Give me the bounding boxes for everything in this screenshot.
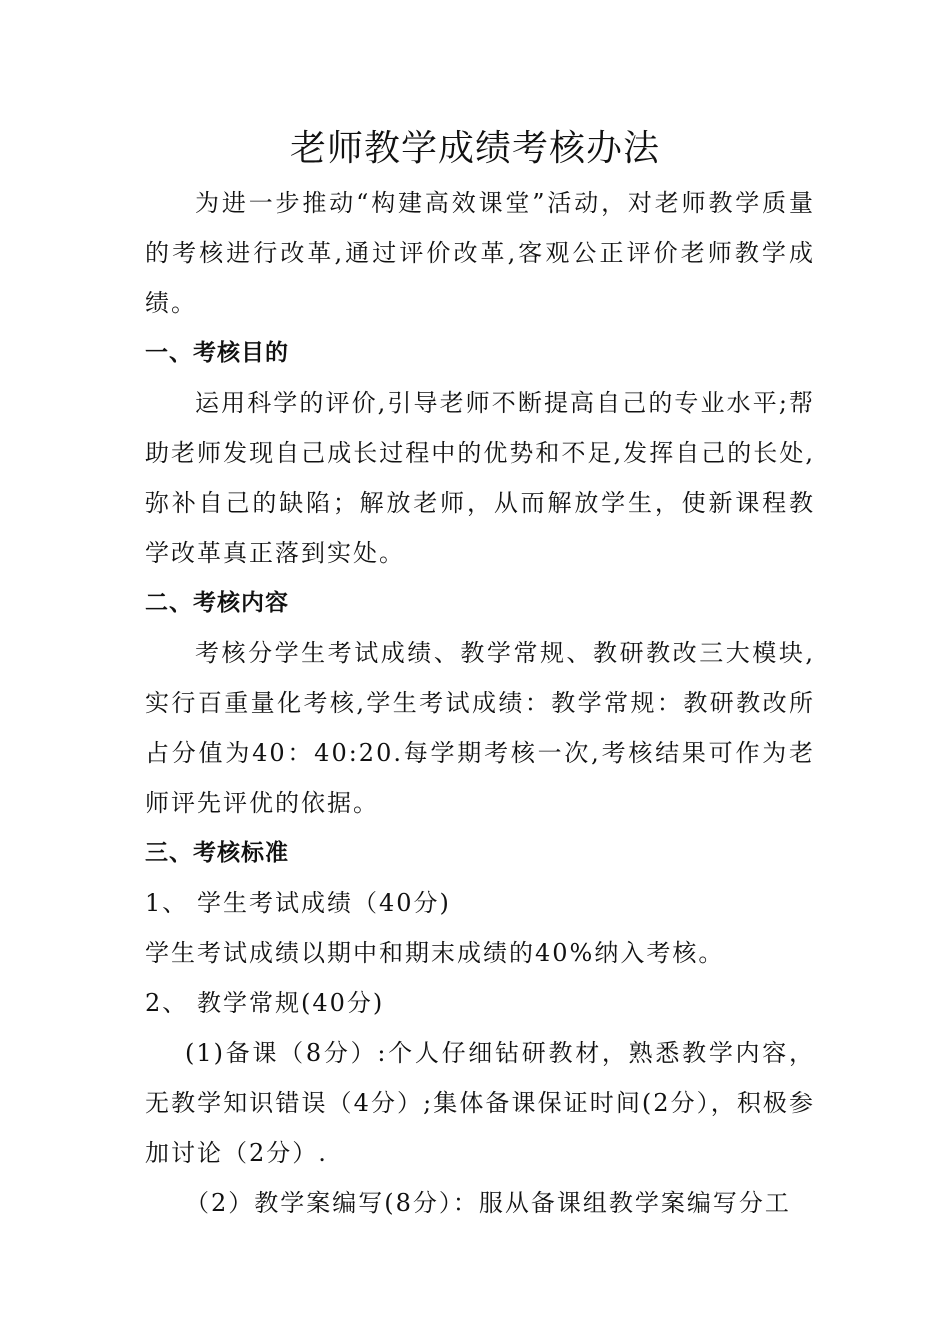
purpose-paragraph: 运用科学的评价,引导老师不断提高自己的专业水平;帮助老师发现自己成长过程中的优势和不足,发挥自己的长处,弥补自己的缺陷；解放老师，从而解放学生，使新课程教学改革真正落到实处。 [145,389,815,567]
content-paragraph: 考核分学生考试成绩、教学常规、教研教改三大模块,实行百重量化考核,学生考试成绩：教学常规：教研教改所占分值为40：40:20.每学期考核一次,考核结果可作为老师评先评优的依据。 [145,639,815,817]
section-heading-standards: 三、考核标准 [145,840,289,866]
item-2-label: 教学常规(40分) [197,989,385,1017]
section-heading-purpose: 一、考核目的 [145,340,289,366]
item-1-label: 学生考试成绩（40分) [197,889,451,917]
sub-item-lesson-prep: (1)备课（8分）:个人仔细钻研教材，熟悉教学内容，无教学知识错误（4分）;集体备课保证时间(2分），积极参加讨论（2分）. [145,1039,815,1167]
item-1-text: 学生考试成绩以期中和期末成绩的40%纳入考核。 [145,939,725,967]
standard-item-1 [145,878,815,928]
standard-item-2 [145,978,815,1028]
intro-paragraph: 为进一步推动“构建高效课堂”活动，对老师教学质量的考核进行改革,通过评价改革,客观公正评价老师教学成绩。 [145,189,815,317]
item-2-number: 2、 [145,989,189,1017]
document-title: 老师教学成绩考核办法 [289,128,660,169]
section-heading-content: 二、考核内容 [145,590,289,616]
item-1-number: 1、 [145,889,189,917]
document-body [145,178,815,1228]
sub-item-lesson-plan: （2）教学案编写(8分）：服从备课组教学案编写分工 [185,1189,791,1217]
